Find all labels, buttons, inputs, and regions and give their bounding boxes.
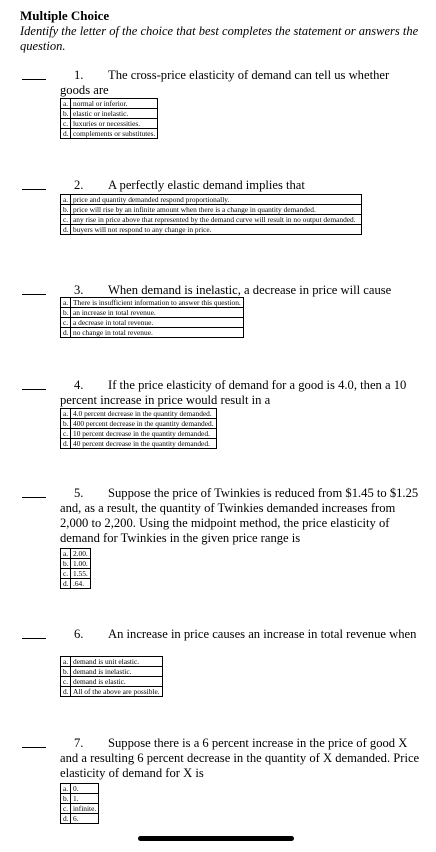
choice-text: complements or substitutes. [71,129,158,139]
choices-table [60,297,244,338]
choice-text: 6. [71,814,99,824]
choice-row[interactable] [61,784,99,794]
choice-text: 1. [71,794,99,804]
choice-row[interactable] [61,409,217,419]
choice-text: demand is elastic. [71,677,163,687]
instructions: Identify the letter of the choice that best completes the statement or answers the question. [20,24,419,53]
choice-letter: d. [61,129,71,139]
choice-text: 1.55. [71,569,91,579]
home-indicator[interactable] [138,836,294,841]
choice-letter: b. [61,419,71,429]
choice-row[interactable] [61,308,244,318]
choice-row[interactable] [61,225,362,235]
choice-letter: a. [61,99,71,109]
question-number: 6. [74,627,84,641]
answer-blank[interactable] [22,389,46,390]
choice-row[interactable] [61,129,158,139]
choice-row[interactable] [61,429,217,439]
question-text: When demand is inelastic, a decrease in price will cause [108,283,392,297]
choice-letter: d. [61,328,71,338]
choice-letter: b. [61,559,71,569]
question-text: The cross-price elasticity of demand can tell us whether goods are [60,68,390,97]
choice-text: All of the above are possible. [71,687,163,697]
choice-text: 400 percent decrease in the quantity demanded. [71,419,217,429]
choice-letter: c. [61,318,71,328]
choices-table [60,783,99,824]
choice-text: price will rise by an infinite amount when there is a change in quantity demanded. [71,205,362,215]
answer-blank[interactable] [22,189,46,190]
question-stem [60,378,422,408]
question-number: 5. [74,486,84,500]
choice-text: elastic or inelastic. [71,109,158,119]
choice-row[interactable] [61,99,158,109]
question-number: 4. [74,378,84,392]
choice-text: buyers will not respond to any change in price. [71,225,362,235]
answer-blank[interactable] [22,638,46,639]
answer-blank[interactable] [22,294,46,295]
choice-text: .64. [71,579,91,589]
choice-row[interactable] [61,215,362,225]
choice-row[interactable] [61,205,362,215]
choice-text: luxuries or necessities. [71,119,158,129]
question-stem [60,68,422,98]
choice-text: any rise in price above that represented by the demand curve will result in no output demanded. [71,215,362,225]
choice-text: a decrease in total revenue. [71,318,244,328]
choice-text: an increase in total revenue. [71,308,244,318]
question-number: 3. [74,283,84,297]
choice-letter: d. [61,814,71,824]
choice-row[interactable] [61,814,99,824]
question-number: 2. [74,178,84,192]
choice-letter: b. [61,205,71,215]
choice-text: 0. [71,784,99,794]
question-text: An increase in price causes an increase in total revenue when [108,627,417,641]
choice-text: demand is inelastic. [71,667,163,677]
choice-row[interactable] [61,119,158,129]
choice-letter: d. [61,439,71,449]
choice-text: 4.0 percent decrease in the quantity demanded. [71,409,217,419]
question-stem [60,486,422,546]
choice-row[interactable] [61,549,91,559]
question-stem [60,627,422,642]
choice-letter: c. [61,804,71,814]
section-title: Multiple Choice [20,8,110,23]
choice-row[interactable] [61,579,91,589]
choice-letter: a. [61,409,71,419]
choice-letter: b. [61,308,71,318]
choices-table [60,656,163,697]
choice-letter: c. [61,215,71,225]
question-text: A perfectly elastic demand implies that [108,178,305,192]
answer-blank[interactable] [22,79,46,80]
choice-row[interactable] [61,687,163,697]
question-text: If the price elasticity of demand for a good is 4.0, then a 10 percent increase in price would result in a [60,378,407,407]
answer-blank[interactable] [22,497,46,498]
choice-row[interactable] [61,298,244,308]
question-text: Suppose there is a 6 percent increase in the price of good X and a resulting 6 percent decrease in the quantity of X demanded. Price elasticity of demand for X is [60,736,420,780]
choices-table [60,408,217,449]
choice-text: 40 percent decrease in the quantity demanded. [71,439,217,449]
choice-row[interactable] [61,657,163,667]
choice-row[interactable] [61,318,244,328]
choice-letter: b. [61,109,71,119]
choice-letter: a. [61,784,71,794]
choice-letter: a. [61,549,71,559]
choices-table [60,548,91,589]
choice-letter: d. [61,687,71,697]
choice-letter: c. [61,429,71,439]
choice-row[interactable] [61,109,158,119]
choice-text: normal or inferior. [71,99,158,109]
choice-letter: d. [61,225,71,235]
question-text: Suppose the price of Twinkies is reduced from $1.45 to $1.25 and, as a result, the quantity of Twinkies demanded increases from 2,000 to 2,200. Using the midpoint method, the price elasticity of demand for Twinkies in the given price range is [60,486,419,545]
question-stem [60,283,422,298]
choice-text: 1.00. [71,559,91,569]
choice-letter: b. [61,667,71,677]
choice-letter: a. [61,195,71,205]
choice-letter: d. [61,579,71,589]
choices-table [60,98,158,139]
choice-text: no change in total revenue. [71,328,244,338]
choice-letter: c. [61,569,71,579]
choice-row[interactable] [61,569,91,579]
choice-text: 10 percent decrease in the quantity demanded. [71,429,217,439]
choices-table [60,194,362,235]
choice-row[interactable] [61,419,217,429]
choice-row[interactable] [61,195,362,205]
question-stem [60,178,422,193]
choice-text: 2.00. [71,549,91,559]
question-stem [60,736,422,781]
question-number: 7. [74,736,84,750]
question-number: 1. [74,68,84,82]
choice-letter: a. [61,657,71,667]
header [20,8,420,54]
choice-letter: b. [61,794,71,804]
choice-row[interactable] [61,667,163,677]
choice-letter: c. [61,677,71,687]
choice-text: demand is unit elastic. [71,657,163,667]
choice-text: infinite. [71,804,99,814]
choice-row[interactable] [61,439,217,449]
choice-row[interactable] [61,794,99,804]
choice-row[interactable] [61,677,163,687]
choice-letter: a. [61,298,71,308]
choice-row[interactable] [61,328,244,338]
choice-text: There is insufficient information to answer this question. [71,298,244,308]
choice-text: price and quantity demanded respond proportionally. [71,195,362,205]
choice-letter: c. [61,119,71,129]
choice-row[interactable] [61,804,99,814]
answer-blank[interactable] [22,747,46,748]
choice-row[interactable] [61,559,91,569]
